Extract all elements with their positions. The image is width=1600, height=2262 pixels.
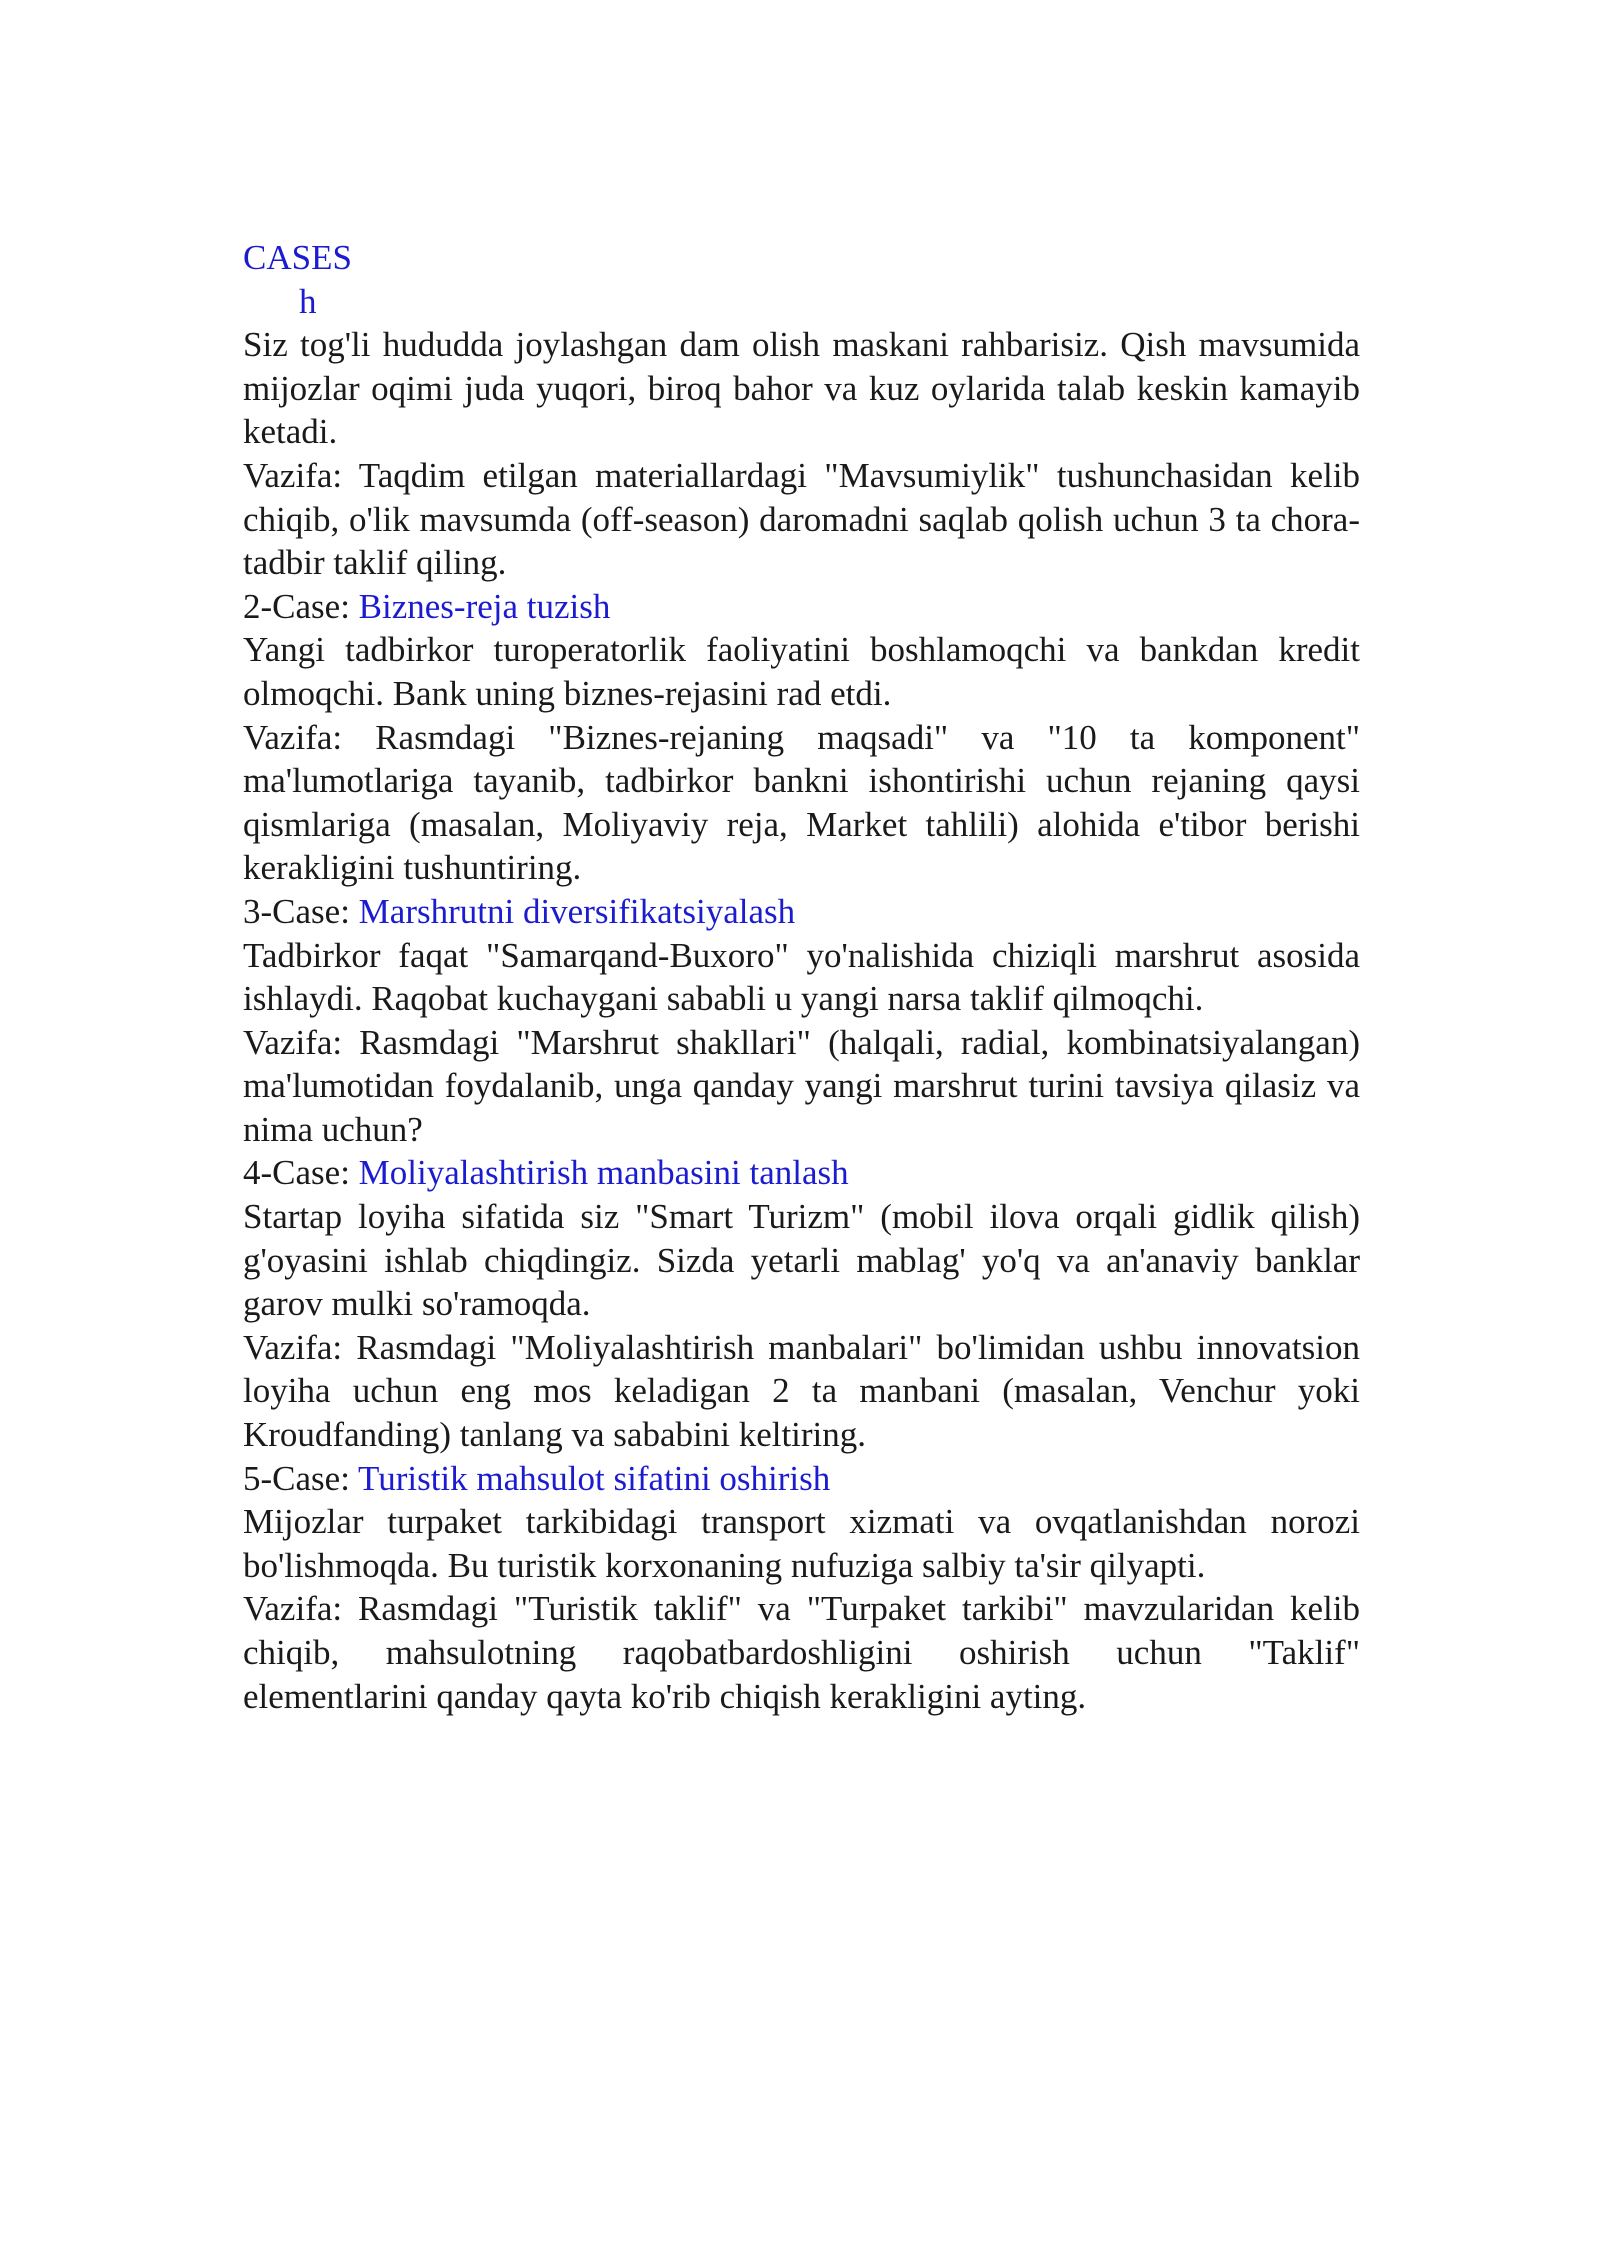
case3-heading xyxy=(243,890,1360,934)
case3-task: Vazifa: Rasmdagi "Marshrut shakllari" (halqali, radial, kombinatsiyalangan) ma'lumotidan foydalanib, unga qanday yangi marshrut turini tavsiya qilasiz va nima uchun? xyxy=(243,1022,1360,1149)
case1-task: Vazifa: Taqdim etilgan materiallardagi "Mavsumiylik" tushunchasidan kelib chiqib, o'lik mavsumda (off-season) daromadni saqlab qolish uchun 3 ta chora-tadbir taklif qiling. xyxy=(243,455,1360,583)
case2-intro: Yangi tadbirkor turoperatorlik faoliyatini boshlamoqchi va bankdan kredit olmoqchi. Bank uning biznes-rejasini rad etdi. xyxy=(243,630,1360,713)
case5-title: Turistik mahsulot sifatini oshirish xyxy=(358,1458,831,1498)
case5-intro: Mijozlar turpaket tarkibidagi transport xizmati va ovqatlanishdan norozi bo'lishmoqda. Bu turistik korxonaning nufuziga salbiy ta'sir qilyapti. xyxy=(243,1502,1360,1585)
case4-title: Moliyalashtirish manbasini tanlash xyxy=(358,1153,849,1193)
document-page xyxy=(243,236,1360,1718)
document-title: CASES xyxy=(243,238,352,277)
document-subtitle: h xyxy=(299,281,317,321)
case4-label: 4-Case: xyxy=(243,1153,359,1193)
case5-heading xyxy=(243,1457,1360,1501)
case5-label: 5-Case: xyxy=(243,1458,359,1498)
case3-intro: Tadbirkor faqat "Samarqand-Buxoro" yo'nalishida chiziqli marshrut asosida ishlaydi. Raqobat kuchaygani sababli u yangi narsa taklif qilmoqchi. xyxy=(243,935,1360,1019)
case3-title: Marshrutni diversifikatsiyalash xyxy=(358,891,796,931)
case5-task: Vazifa: Rasmdagi "Turistik taklif" va "Turpaket tarkibi" mavzularidan kelib chiqib, mahsulotning raqobatbardoshligini oshirish uchun "Taklif" elementlarini qanday qayta ko'rib chiqish kerakligini ayting. xyxy=(243,1589,1360,1716)
case2-title: Biznes-reja tuzish xyxy=(358,586,611,626)
case2-task: Vazifa: Rasmdagi "Biznes-rejaning maqsadi" va "10 ta komponent" ma'lumotlariga tayanib, tadbirkor bankni ishontirishi uchun rejaning qaysi qismlariga (masalan, Moliyaviy reja, Market tahlili) alohida e'tibor berishi kerakligini tushuntiring. xyxy=(243,717,1360,888)
case2-heading xyxy=(243,585,1360,629)
case2-label: 2-Case: xyxy=(243,586,359,626)
case1-intro: Siz tog'li hududda joylashgan dam olish maskani rahbarisiz. Qish mavsumida mijozlar oqimi juda yuqori, biroq bahor va kuz oylarida talab keskin kamayib ketadi. xyxy=(243,325,1360,452)
case3-label: 3-Case: xyxy=(243,891,359,931)
case4-intro: Startap loyiha sifatida siz "Smart Turizm" (mobil ilova orqali gidlik qilish) g'oyasini ishlab chiqdingiz. Sizda yetarli mablag' yo'q va an'anaviy banklar garov mulki so'ramoqda. xyxy=(243,1197,1360,1324)
case4-heading xyxy=(243,1151,1360,1195)
case4-task: Vazifa: Rasmdagi "Moliyalashtirish manbalari" bo'limidan ushbu innovatsion loyiha uchun eng mos keladigan 2 ta manbani (masalan, Venchur yoki Kroudfanding) tanlang va sababini keltiring. xyxy=(243,1327,1360,1455)
